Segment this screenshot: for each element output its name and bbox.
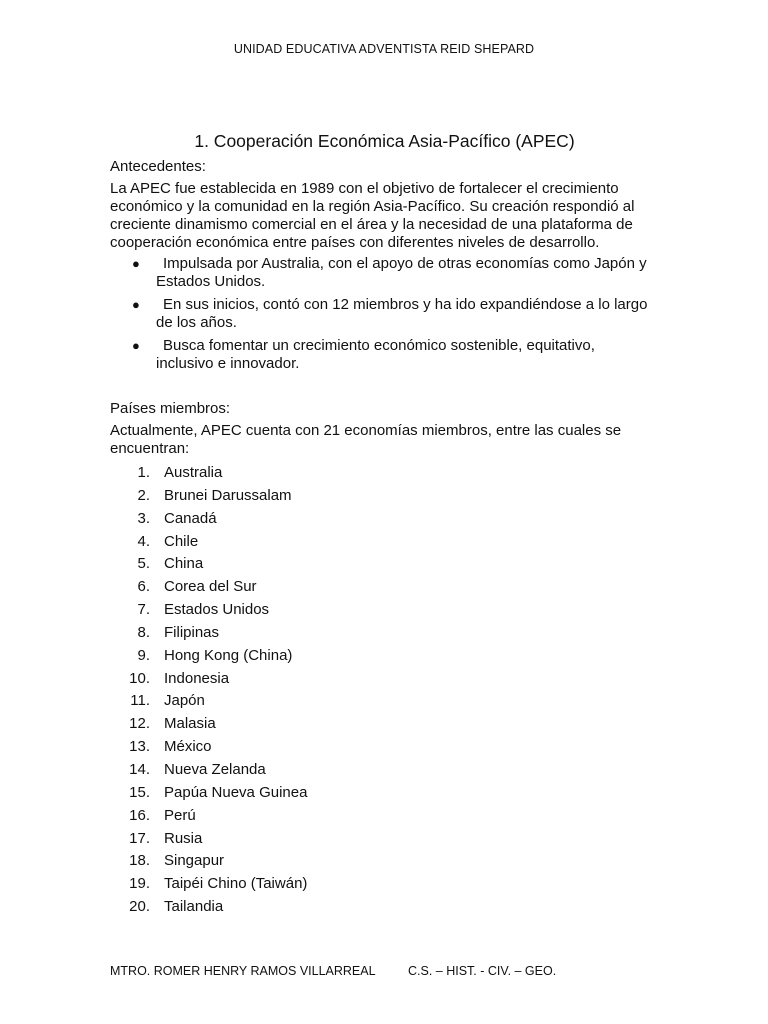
bullet-text: En sus inicios, contó con 12 miembros y ha ido expandiéndose a lo largo de los años. [156, 296, 648, 331]
list-item [110, 896, 655, 919]
list-item-name: Rusia [164, 829, 203, 847]
list-item-name: Canadá [164, 509, 217, 527]
list-item [110, 736, 655, 759]
list-item-number: 13. [129, 738, 150, 756]
list-item-name: Filipinas [164, 623, 220, 641]
document-title: 1. Cooperación Económica Asia-Pacífico (APEC) [194, 131, 575, 151]
list-item-name: Japón [164, 692, 205, 710]
miembros-paragraph: Actualmente, APEC cuenta con 21 economías miembros, entre las cuales se encuentran: [110, 422, 622, 457]
list-item-name: Malasia [164, 715, 216, 733]
list-item-name: Nueva Zelanda [164, 760, 266, 778]
footer-author: MTRO. ROMER HENRY RAMOS VILLARREAL [110, 964, 376, 978]
list-item-number: 10. [129, 669, 150, 687]
list-item-name: Tailandia [164, 898, 224, 916]
list-item [110, 668, 655, 691]
list-item-name: Singapur [164, 852, 225, 870]
list-item-name: Australia [164, 464, 223, 481]
list-item-number: 1. [137, 464, 150, 481]
bullet-dot-icon: ● [132, 297, 140, 312]
miembros-heading: Países miembros: [110, 400, 231, 417]
list-item [110, 553, 655, 576]
list-item-number: 16. [129, 806, 150, 824]
bullet-text: Busca fomentar un crecimiento económico sostenible, equitativo, inclusivo e innovador. [156, 337, 595, 372]
list-item-name: Indonesia [164, 669, 230, 687]
list-item-name: Estados Unidos [164, 601, 270, 619]
list-item [110, 850, 655, 873]
bullet-text: Impulsada por Australia, con el apoyo de otras economías como Japón y Estados Unidos. [156, 255, 647, 290]
bullet-item [110, 255, 655, 291]
list-item-number: 17. [129, 829, 150, 847]
bullet-list [110, 255, 655, 373]
list-item-number: 3. [137, 509, 150, 527]
list-item-name: Perú [164, 806, 196, 824]
list-item [110, 713, 655, 736]
list-item-name: Chile [164, 532, 199, 550]
list-item [110, 759, 655, 782]
list-item [110, 531, 655, 554]
list-item [110, 805, 655, 828]
list-item-number: 18. [129, 852, 150, 870]
list-item-name: Taipéi Chino (Taiwán) [164, 875, 308, 893]
footer-subject: C.S. – HIST. - CIV. – GEO. [408, 964, 557, 978]
list-item [110, 576, 655, 599]
antecedentes-heading: Antecedentes: [110, 158, 206, 175]
document-body [110, 131, 655, 919]
list-item-name: Corea del Sur [164, 578, 257, 596]
list-item-name: Papúa Nueva Guinea [164, 783, 308, 801]
list-item-number: 12. [129, 715, 150, 733]
list-item-number: 20. [129, 898, 150, 916]
list-item-number: 4. [137, 532, 150, 550]
list-item-number: 9. [137, 646, 150, 664]
list-item-number: 6. [137, 578, 150, 596]
list-item-name: México [164, 738, 212, 756]
bullet-item [110, 296, 655, 332]
members-list [110, 462, 655, 919]
list-item-number: 11. [130, 692, 150, 710]
list-item-number: 19. [129, 875, 150, 893]
bullet-item [110, 337, 655, 373]
spacer [110, 378, 655, 400]
list-item-name: Hong Kong (China) [164, 646, 293, 664]
list-item [110, 599, 655, 622]
list-item [110, 782, 655, 805]
list-item-name: China [164, 555, 204, 573]
page-footer [110, 964, 557, 978]
list-item-number: 7. [137, 601, 150, 619]
list-item-number: 2. [137, 486, 150, 504]
list-item [110, 645, 655, 668]
list-item-number: 8. [137, 623, 150, 641]
list-item [110, 508, 655, 531]
list-item [110, 690, 655, 713]
list-item [110, 485, 655, 508]
page-header: UNIDAD EDUCATIVA ADVENTISTA REID SHEPARD [233, 42, 535, 56]
list-item [110, 462, 655, 485]
list-item-name: Brunei Darussalam [164, 486, 292, 504]
bullet-dot-icon: ● [132, 256, 140, 271]
list-item [110, 873, 655, 896]
list-item [110, 622, 655, 645]
bullet-dot-icon: ● [132, 338, 140, 353]
list-item-number: 14. [129, 760, 150, 778]
list-item [110, 828, 655, 851]
list-item-number: 15. [129, 783, 150, 801]
list-item-number: 5. [137, 555, 150, 573]
antecedentes-paragraph: La APEC fue establecida en 1989 con el objetivo de fortalecer el crecimiento económico y la comunidad en la región Asia-Pacífico. Su creación respondió al creciente dinamismo comercial en el área y la necesidad de una plataforma de cooperación económica entre países con diferentes niveles de desarrollo. [110, 180, 635, 251]
